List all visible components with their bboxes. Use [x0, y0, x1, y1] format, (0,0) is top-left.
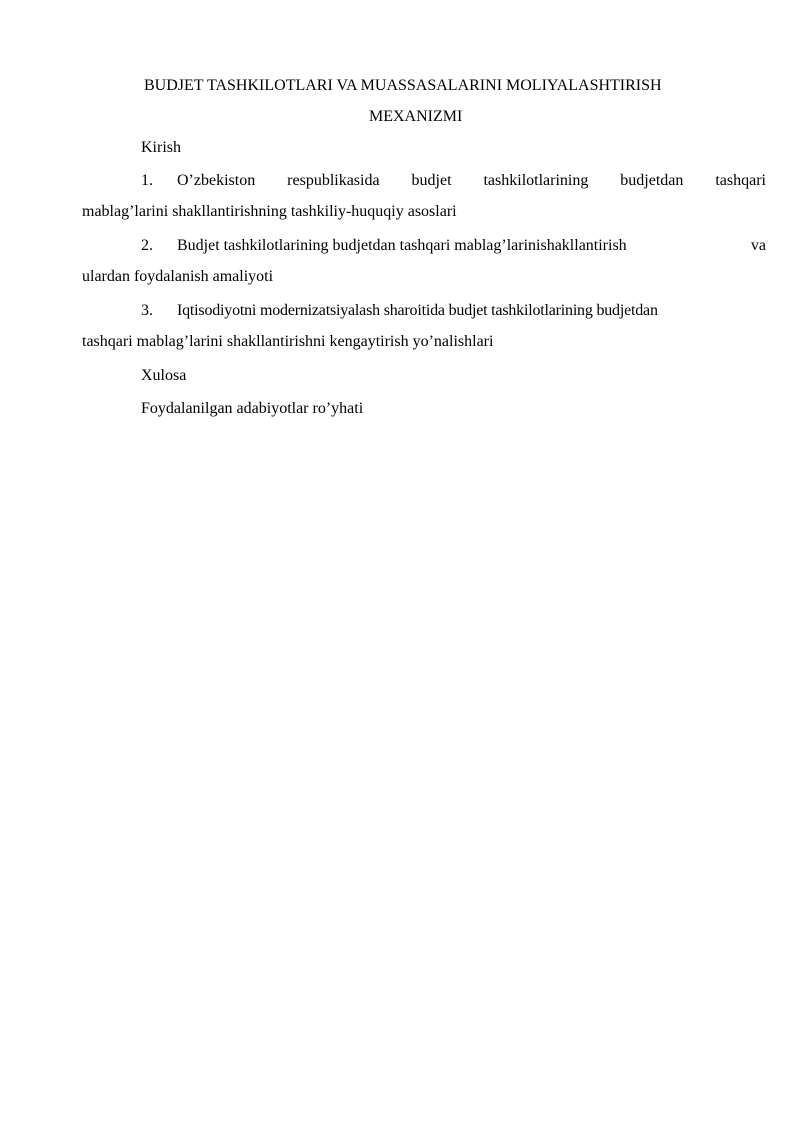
- document-title: [82, 70, 766, 132]
- toc-item-1-number: 1.: [141, 172, 153, 189]
- toc-item-2-line1: Budjet tashkilotlarining budjetdan tashqari mablag’larinishakllantirish: [177, 237, 627, 254]
- toc-item-2: [82, 230, 766, 261]
- toc-intro: Kirish: [141, 139, 181, 156]
- toc-conclusion: Xulosa: [141, 367, 187, 384]
- toc-item-1: [82, 165, 766, 196]
- toc-item-3-number: 3.: [141, 302, 153, 319]
- toc-item-1-line2: mablag’larini shakllantirishning tashkiliy-huquqiy asoslari: [82, 203, 457, 220]
- toc-item-2-number: 2.: [141, 237, 153, 254]
- toc-item-3: [82, 295, 766, 326]
- toc-item-2-line1-end: va: [750, 237, 766, 254]
- toc-item-1-line1: O’zbekiston respublikasida budjet tashkilotlarining budjetdan tashqari: [177, 172, 766, 189]
- toc-item-3-line2: tashqari mablag’larini shakllantirishni kengaytirish yo’nalishlari: [82, 333, 494, 350]
- toc-references: Foydalanilgan adabiyotlar ro’yhati: [141, 400, 364, 417]
- toc-item-2-line2: ulardan foydalanish amaliyoti: [82, 268, 274, 285]
- toc-item-3-line1: Iqtisodiyotni modernizatsiyalash sharoitida budjet tashkilotlarining budjetdan: [177, 302, 658, 319]
- title-line-1: BUDJET TASHKILOTLARI VA MUASSASALARINI MOLIYALASHTIRISH: [144, 77, 662, 94]
- title-line-2: MEXANIZMI: [369, 108, 463, 125]
